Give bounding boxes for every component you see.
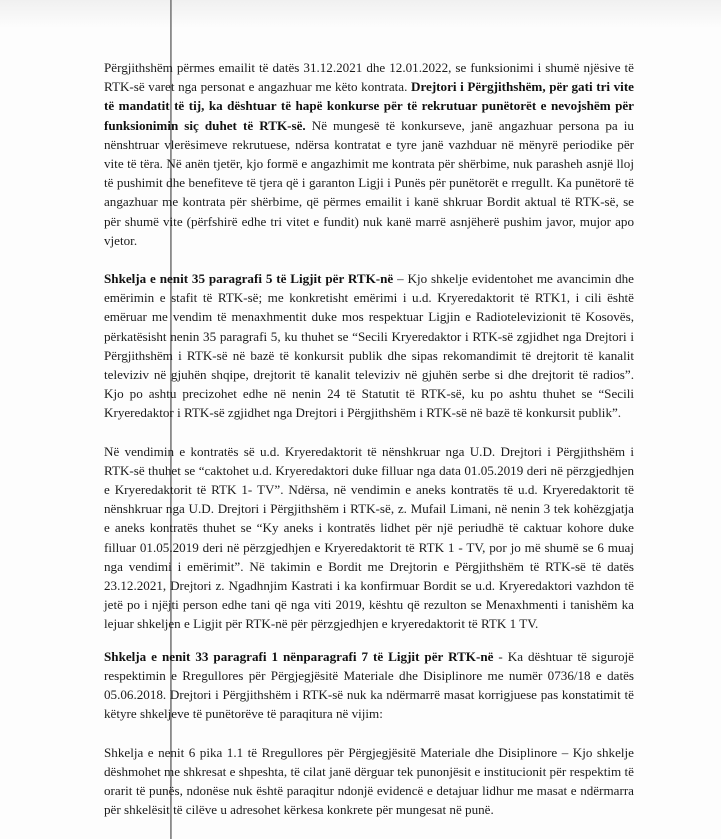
- paragraph-editor-contract: [104, 442, 634, 634]
- page-top-shadow: [0, 0, 721, 28]
- paragraph-article-33: [104, 647, 634, 724]
- paragraph-article-35: [104, 269, 634, 423]
- paragraph-text: Shkelja e nenit 6 pika 1.1 të Rregullores për Përgjegjësitë Materiale dhe Disiplinore – Kjo shkelje dëshmohet me shkresat e shpeshta, të cilat janë dërguar tek punonjësit e institucionit për respektim të orarit të punës, ndonëse nuk është paraqitur ndonjë evidencë e detajuar lidhur me masat e ndërmarra për shkelësit të cilëve u adresohet kërkesa konkrete për mungesat në punë.: [104, 744, 634, 818]
- paragraph-article-6: [104, 743, 634, 820]
- paragraph-heading: Shkelja e nenit 33 paragrafi 1 nënparagrafi 7 të Ligjit për RTK-në: [104, 648, 494, 664]
- paragraph-text: Në mungesë të konkurseve, janë angazhuar persona pa iu nënshtruar vlerësimeve rekrutuese, ndërsa kontratat e tyre janë vazhduar në mënyrë periodike për vite të tëra. Në anën tjetër, kjo formë e angazhimit me kontrata për shërbime, nuk parasheh asnjë lloj të pushimit dhe benefiteve të tjera që i garanton Ligji i Punës për punëtorët e rregullt. Ka punëtorë të angazhuar me kontrata për shërbime, që përmes emailit i kanë shkruar Bordit aktual të RTK-së, se për shumë vite (përfshirë edhe tri vitet e fundit) nuk kanë marrë asnjëherë pushim javor, mujor apo vjetor.: [104, 117, 634, 248]
- paragraph-text: - Ka dështuar të sigurojë respektimin e Rregullores për Përgjegjësitë Materiale dhe Disiplinore me numër 0736/18 e datës 05.06.2018. Drejtori i Përgjithshëm i RTK-së nuk ka ndërmarrë masat korrigjuese pas konstatimit të këtyre shkeljeve të punëtorëve të paraqitura në vijim:: [104, 648, 634, 722]
- paragraph-text: – Kjo shkelje evidentohet me avancimin dhe emërimin e stafit të RTK-së; me konkretisht emërimi i u.d. Kryeredaktorit të RTK1, i cili është emëruar me vendim të menaxhmentit duke mos respektuar Ligjin e Radiotelevizionit të Kosovës, përkatësisht nenin 35 paragrafi 5, ku thuhet se “Secili Kryeredaktor i RTK-së zgjidhet nga Drejtori i Përgjithshëm i RTK-së në bazë të konkursit publik dhe sipas rekomandimit të drejtorit të kanalit televiziv në gjuhën shqipe, drejtorit të kanalit televiziv në gjuhën serbe si dhe drejtorit të radios”. Kjo po ashtu precizohet edhe në nenin 24 të Statutit të RTK-së, ku po ashtu thuhet se “Secili Kryeredaktor i RTK-së zgjidhet nga Drejtori i Përgjithshëm i RTK-së në bazë të konkursit publik”.: [104, 271, 634, 421]
- paragraph-text: Në vendimin e kontratës së u.d. Kryeredaktorit të nënshkruar nga U.D. Drejtori i Përgjithshëm i RTK-së thuhet se “caktohet u.d. Kryeredaktori duke filluar nga data 01.05.2019 deri në përzgjedhjen e Kryeredaktorit të RTK 1- TV”. Ndërsa, në vendimin e aneks kontratës të u.d. Kryeredaktorit të nënshkruar nga U.D. Drejtori i Përgjithshëm i RTK-së, z. Mufail Limani, në nenin 3 tek kohëzgjatja e aneks kontratës thuhet se “Ky aneks i kontratës lidhet për një periudhë të caktuar kohore duke filluar 01.05.2019 deri në përzgjedhjen e Kryeredaktorit të RTK 1 - TV, por jo më shumë se 6 muaj nga vendimi i emërimit”. Në takimin e Bordit me Drejtorin e Përgjithshëm të RTK-së të datës 23.12.2021, Drejtori z. Ngadhnjim Kastrati i ka konfirmuar Bordit se u.d. Kryeredaktori vazhdon të jetë po i njëjti person edhe tani që nga viti 2019, kështu që rezulton se Menaxhmenti i tanishëm ka lejuar shkeljen e Ligjit për RTK-në për përzgjedhjen e kryeredaktorit të RTK 1 TV.: [104, 443, 634, 632]
- paragraph-heading: Shkelja e nenit 35 paragrafi 5 të Ligjit për RTK-në: [104, 271, 394, 287]
- paragraph-text: Përgjithshëm përmes emailit të datës 31.12.2021 dhe 12.01.2022, se funksionimi i shumë njësive të RTK-së varet nga personat e angazhuar me këto kontrata.: [104, 60, 634, 95]
- paragraph-recruitment: [104, 58, 634, 250]
- paragraph-bold-text: Drejtori i Përgjithshëm, për gati tri vite të mandatit të tij, ka dështuar të hapë konkurse për të rekrutuar punëtorët e nevojshëm për funksionimin siç duhet të RTK-së.: [104, 79, 634, 133]
- document-body: [104, 58, 634, 838]
